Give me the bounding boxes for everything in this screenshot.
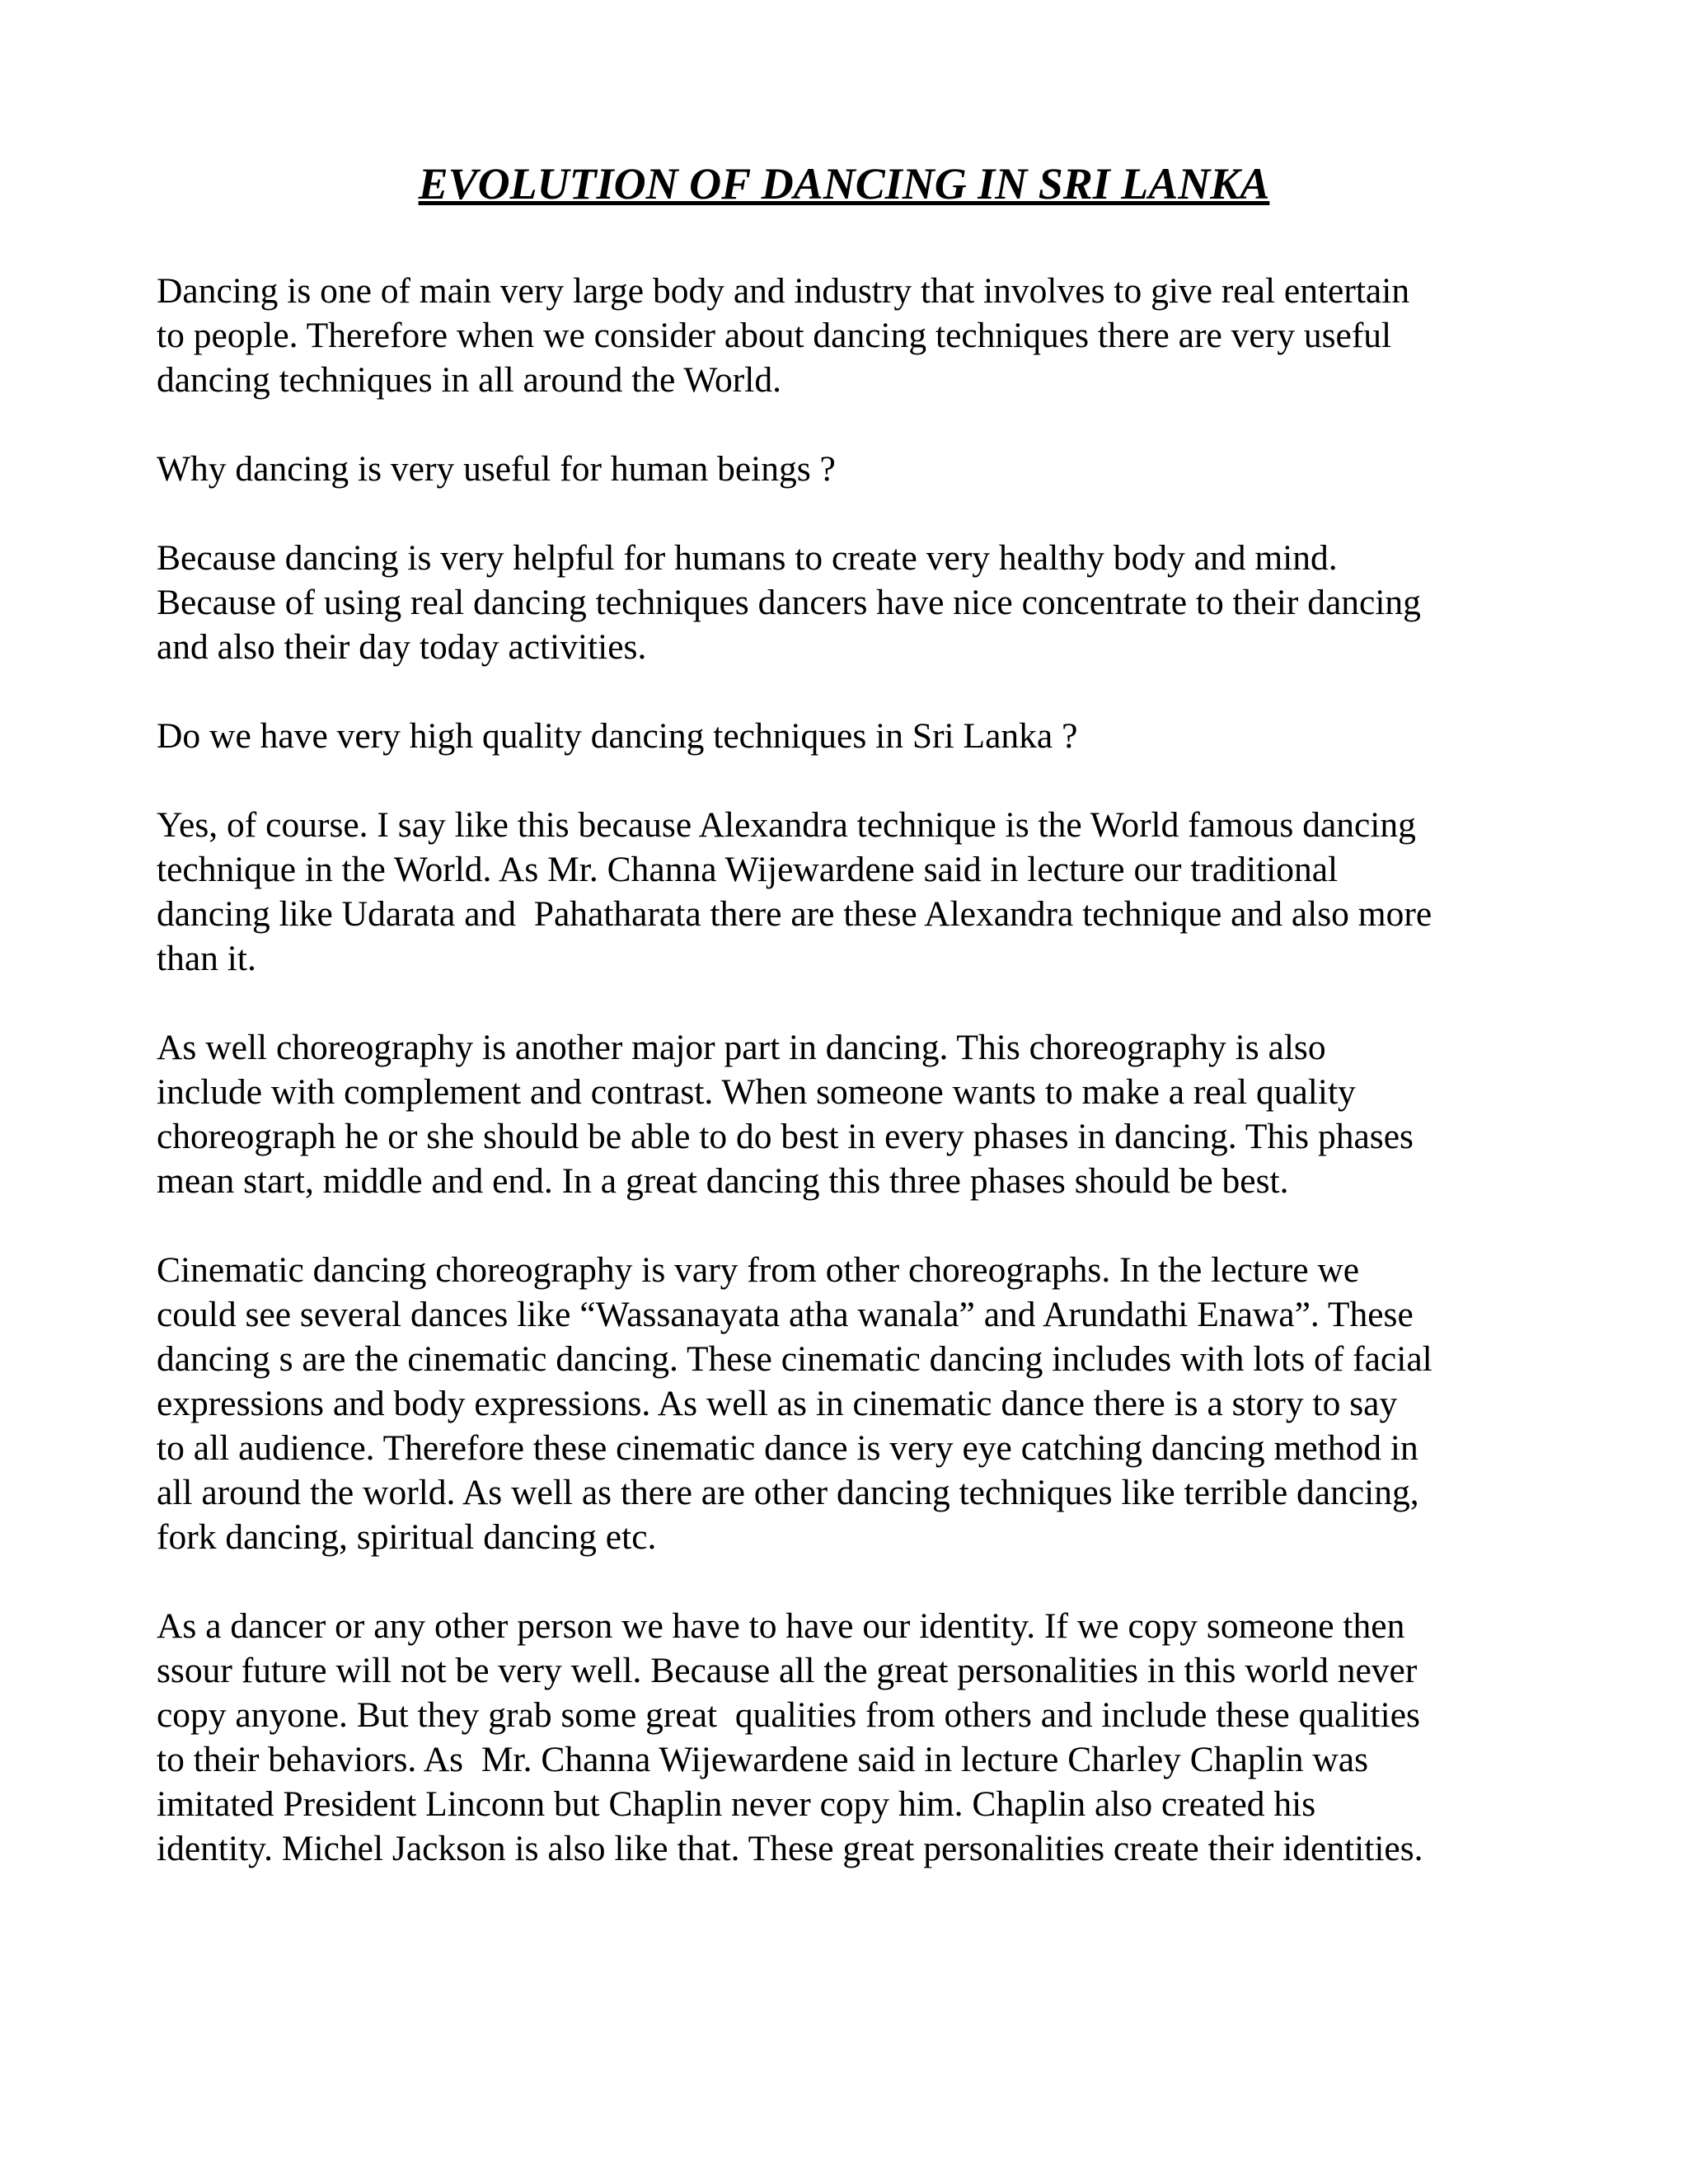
paragraph-line: than it. bbox=[157, 939, 256, 978]
paragraph-line: Because dancing is very helpful for humans to create very healthy body and mind. bbox=[157, 538, 1338, 578]
paragraph-line: could see several dances like “Wassanayata atha wanala” and Arundathi Enawa”. These bbox=[157, 1295, 1414, 1334]
paragraph-line: dancing s are the cinematic dancing. These cinematic dancing includes with lots of facial bbox=[157, 1339, 1432, 1379]
paragraph bbox=[157, 1025, 1558, 1203]
paragraph-line: to people. Therefore when we consider about dancing techniques there are very useful bbox=[157, 316, 1392, 355]
paragraph-line: technique in the World. As Mr. Channa Wijewardene said in lecture our traditional bbox=[157, 850, 1339, 889]
document-body bbox=[157, 269, 1558, 1915]
paragraph-line: choreograph he or she should be able to do best in every phases in dancing. This phases bbox=[157, 1117, 1414, 1156]
paragraph-line: Dancing is one of main very large body and industry that involves to give real entertain bbox=[157, 271, 1410, 311]
paragraph-line: to their behaviors. As Mr. Channa Wijewardene said in lecture Charley Chaplin was bbox=[157, 1740, 1369, 1779]
paragraph-line: Yes, of course. I say like this because Alexandra technique is the World famous dancing bbox=[157, 805, 1416, 845]
paragraph-line: identity. Michel Jackson is also like that. These great personalities create their identities. bbox=[157, 1829, 1423, 1868]
paragraph-line: Why dancing is very useful for human beings ? bbox=[157, 449, 836, 489]
paragraph-line: As a dancer or any other person we have to have our identity. If we copy someone then bbox=[157, 1606, 1405, 1646]
paragraph bbox=[157, 447, 1558, 491]
paragraph bbox=[157, 536, 1558, 669]
paragraph-line: all around the world. As well as there are other dancing techniques like terrible dancing, bbox=[157, 1473, 1419, 1512]
paragraph bbox=[157, 803, 1558, 981]
paragraph-line: As well choreography is another major part in dancing. This choreography is also bbox=[157, 1028, 1326, 1067]
paragraph bbox=[157, 1604, 1558, 1871]
document-title: EVOLUTION OF DANCING IN SRI LANKA bbox=[418, 159, 1270, 209]
paragraph-line: mean start, middle and end. In a great dancing this three phases should be best. bbox=[157, 1161, 1289, 1201]
paragraph bbox=[157, 1248, 1558, 1559]
paragraph-line: Do we have very high quality dancing techniques in Sri Lanka ? bbox=[157, 716, 1078, 756]
paragraph-line: fork dancing, spiritual dancing etc. bbox=[157, 1517, 657, 1557]
paragraph bbox=[157, 714, 1558, 758]
paragraph-line: to all audience. Therefore these cinematic dance is very eye catching dancing method in bbox=[157, 1428, 1418, 1468]
paragraph bbox=[157, 269, 1558, 402]
paragraph-line: expressions and body expressions. As well as in cinematic dance there is a story to say bbox=[157, 1384, 1398, 1423]
paragraph-line: include with complement and contrast. When someone wants to make a real quality bbox=[157, 1072, 1356, 1112]
paragraph-line: and also their day today activities. bbox=[157, 627, 647, 667]
paragraph-line: ssour future will not be very well. Because all the great personalities in this world never bbox=[157, 1651, 1418, 1690]
paragraph-line: dancing like Udarata and Pahatharata there are these Alexandra technique and also more bbox=[157, 894, 1432, 934]
paragraph-line: Because of using real dancing techniques dancers have nice concentrate to their dancing bbox=[157, 583, 1421, 622]
paragraph-line: imitated President Linconn but Chaplin never copy him. Chaplin also created his bbox=[157, 1784, 1316, 1824]
paragraph-line: Cinematic dancing choreography is vary from other choreographs. In the lecture we bbox=[157, 1250, 1360, 1290]
paragraph-line: copy anyone. But they grab some great qualities from others and include these qualities bbox=[157, 1695, 1420, 1735]
paragraph-line: dancing techniques in all around the World. bbox=[157, 360, 781, 400]
